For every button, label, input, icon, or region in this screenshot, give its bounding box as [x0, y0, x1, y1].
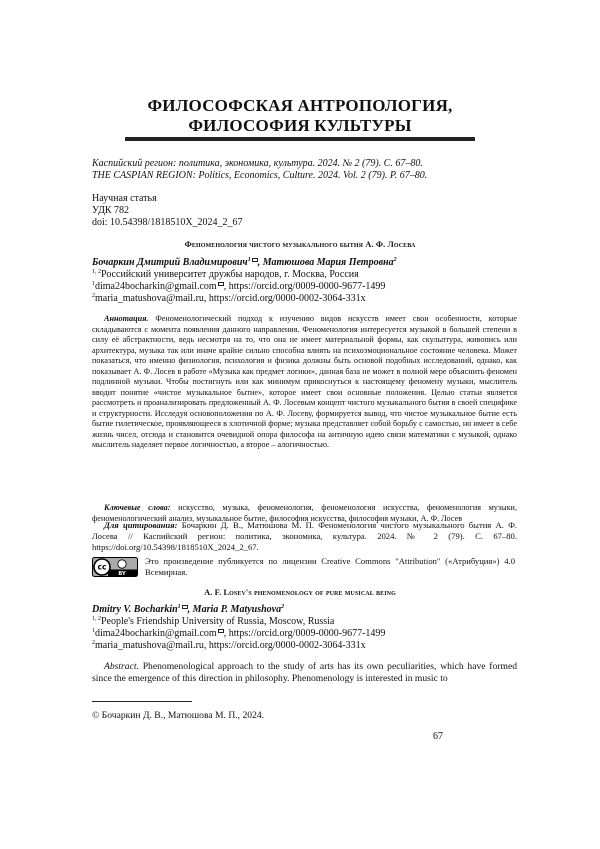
- cite-for-label: Для цитирования:: [104, 520, 178, 530]
- article-type: Научная статья: [92, 193, 157, 204]
- email-en-2: [92, 640, 366, 652]
- authors-ru: [92, 257, 397, 269]
- journal-citation-ru: Каспийский регион: политика, экономика, культура. 2024. № 2 (79). С. 67–80.: [92, 158, 423, 169]
- email-link[interactable]: dima24bocharkin@gmail.com: [95, 628, 217, 639]
- author-sup: 2: [393, 257, 397, 263]
- email-orcid-link[interactable]: maria_matushova@mail.ru, https://orcid.org/0000-0002-3064-331x: [95, 640, 366, 651]
- author-name: Maria P. Matyushova: [192, 604, 282, 615]
- author-sup: 1: [177, 604, 181, 610]
- email-en-1: [92, 628, 385, 640]
- cite-for: [92, 520, 517, 553]
- section-title-line: ФИЛОСОФИЯ КУЛЬТУРЫ: [188, 116, 412, 135]
- affiliation-ru: [92, 269, 359, 281]
- footnote-rule: [92, 701, 192, 702]
- affiliation-en: [92, 616, 334, 628]
- affil-sup: 1: [92, 628, 95, 634]
- affil-sup: 1, 2: [92, 616, 101, 622]
- author-name: Dmitry V. Bocharkin: [92, 604, 178, 615]
- license-text: Это произведение публикуется по лицензии Creative Commons "Attribution" («Атрибуция») 4.0 Всемирная.: [145, 556, 515, 577]
- keywords-label: Ключевые слова:: [104, 503, 171, 512]
- abstract-text: Phenomenological approach to the study of arts has its own peculiarities, which have formed since the emergence of this direction in philosophy. Phenomenology is interested in music to: [92, 661, 517, 684]
- doi: doi: 10.54398/1818510X_2024_2_67: [92, 217, 243, 228]
- author-sup: 1: [247, 257, 251, 263]
- author-name: Бочаркин Дмитрий Владимирович: [92, 257, 248, 268]
- journal-citation-en: THE CASPIAN REGION: Politics, Economics, Culture. 2024. Vol. 2 (79). P. 67–80.: [92, 170, 428, 181]
- cite-for-text: Бочаркин Д. В., Матюшова М. П. Феноменология чистого музыкального бытия А. Ф. Лосева // Каспийский регион: политика, экономика, культура. 2024. № 2 (79). С. 67–80. https://doi.org/10.54398/1818510X_2024_2_67.: [92, 520, 518, 552]
- title-rule: [125, 137, 475, 141]
- author-sup: 2: [281, 604, 285, 610]
- section-title: [0, 96, 600, 136]
- abstract-en: [92, 661, 517, 685]
- abstract-ru: [92, 314, 517, 451]
- author-name: Матюшова Мария Петровна: [262, 257, 394, 268]
- affil-sup: 1: [92, 281, 95, 287]
- keywords-text: искусство, музыка, феноменология, феноменология искусства, феноменология музыки, феноменологический анализ, музыкальное бытие, философия искусства, философия музыки, А. Ф. Лосев: [92, 503, 517, 523]
- orcid-link[interactable]: , https://orcid.org/0009-0000-9677-1499: [223, 281, 386, 292]
- cc-by-badge[interactable]: [92, 557, 138, 577]
- author-separator: ,: [257, 257, 263, 268]
- article-title-ru: Феноменология чистого музыкального бытия А. Ф. Лосева: [184, 240, 416, 249]
- abstract-label: Abstract.: [104, 661, 139, 672]
- email-orcid-link[interactable]: maria_matushova@mail.ru, https://orcid.org/0000-0002-3064-331x: [95, 293, 366, 304]
- email-ru-1: [92, 281, 385, 293]
- page-number: 67: [433, 731, 443, 742]
- affil-sup: 1, 2: [92, 269, 101, 275]
- cc-text: cc: [97, 562, 107, 572]
- authors-en: [92, 604, 284, 616]
- by-text: BY: [118, 571, 126, 577]
- affil-sup: 2: [92, 640, 95, 646]
- email-ru-2: [92, 293, 366, 305]
- article-title-en: A. F. Losev's phenomenology of pure musical being: [204, 588, 396, 597]
- affil-text: People's Friendship University of Russia, Moscow, Russia: [101, 616, 335, 627]
- author-separator: ,: [187, 604, 193, 615]
- affil-text: Российский университет дружбы народов, г. Москва, Россия: [101, 269, 359, 280]
- orcid-link[interactable]: , https://orcid.org/0009-0000-9677-1499: [223, 628, 386, 639]
- copyright: © Бочаркин Д. В., Матюшова М. П., 2024.: [92, 710, 265, 721]
- section-title-line: ФИЛОСОФСКАЯ АНТРОПОЛОГИЯ,: [147, 96, 453, 115]
- abstract-text: Феноменологический подход к изучению видов искусств имеет свои особенности, которые складываются с момента появления данного направления. Феноменология интересуется музыкой в большей степени в силу её абстрактности, ведь несмотря на то, что она не имеет материальной формы, как скульптура, живопись или архитектура, музыка так или иначе крайне сильно способна влиять на психоэмоциональное состояние человека. Может показаться, что именно физиология, психология и физика должны быть основой подобных исследований, однако, как показывает А. Ф. Лосев в работе «Музыка как предмет логики», данная база не может в полной мере объяснить феномен подлинной музыки. Чтобы постигнуть или как минимум прикоснуться к настоящему феномену музыки, мыслитель вводит понятие «чистое музыкальное бытие», которое имеет свои основные положения. Целью статьи является рассмотреть и проанализировать предложенный А. Ф. Лосевым концепт чистого музыкального бытия в своей специфике и структурности. Исследуя основоположения по А. Ф. Лосеву, формируется вывод, что чистое музыкальное бытие есть бытие гилетическое, проявляющееся в хлотичной форме; музыка представляет собой борьбу с самостью, но имеет в себе жизнь чисел, отсюда и становится очевидной опора философа на античную идею связи математики с музыкой, однако мыслитель наделяет первое логичностью, а второе – алогичностью.: [92, 314, 518, 449]
- person-icon: [118, 560, 126, 568]
- abstract-label: Аннотация.: [104, 314, 149, 323]
- email-link[interactable]: dima24bocharkin@gmail.com: [95, 281, 217, 292]
- udc: УДК 782: [92, 205, 130, 216]
- affil-sup: 2: [92, 293, 95, 299]
